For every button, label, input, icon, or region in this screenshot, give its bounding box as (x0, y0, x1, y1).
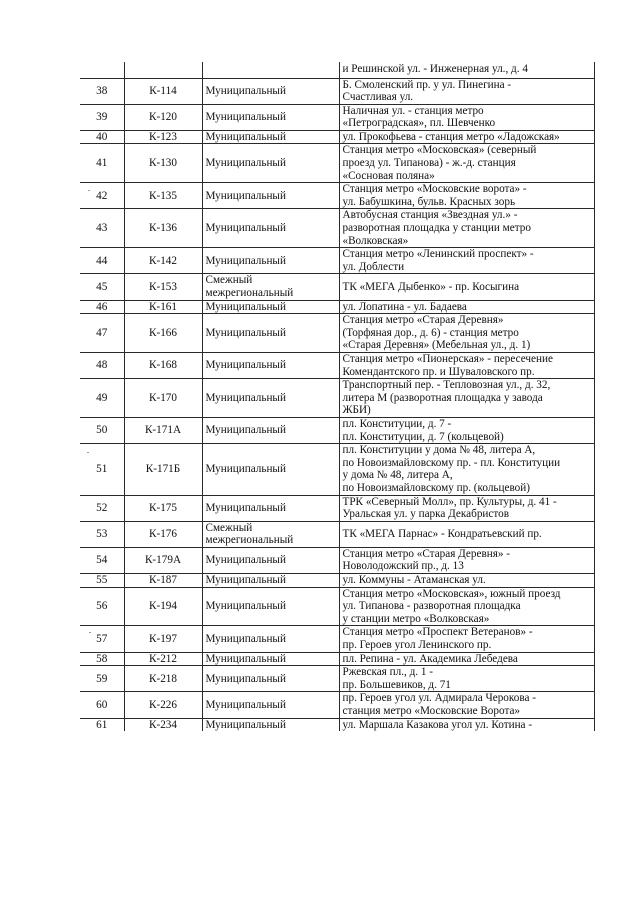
route-type-text: Муниципальный (205, 574, 286, 587)
route-code-cell (124, 78, 202, 104)
route-code-cell (124, 652, 202, 666)
route-type-text: Муниципальный (205, 554, 286, 567)
route-type-cell (202, 587, 339, 626)
route-code-cell (124, 444, 202, 495)
route-type-cell (202, 248, 339, 274)
route-path-cell (339, 352, 594, 378)
route-type-text: Муниципальный (205, 600, 286, 613)
table-row (80, 352, 594, 378)
table-row (80, 444, 594, 495)
row-number-cell (80, 130, 124, 144)
route-path-text: ТК «МЕГА Дыбенко» - пр. Косыгина (342, 280, 520, 293)
table-row (80, 130, 594, 144)
route-type-text: Муниципальный (205, 222, 286, 235)
route-type-text: Муниципальный (205, 652, 286, 665)
table-row (80, 144, 594, 183)
route-code-text: К-171А (144, 424, 182, 437)
route-path-text: Станция метро «Пионерская» - пересечение Комендантского пр. и Шуваловского пр. (342, 352, 553, 378)
route-path-text: Б. Смоленский пр. у ул. Пинегина - Счастливая ул. (342, 78, 512, 104)
route-code-cell (124, 144, 202, 183)
route-path-cell (339, 626, 594, 652)
route-path-cell (339, 574, 594, 588)
route-code-text: К-187 (149, 574, 177, 587)
route-path-text: Станция метро «Старая Деревня» - Новолодожский пр., д. 13 (342, 547, 510, 573)
row-number-text: 61 (96, 718, 108, 731)
row-number-cell (80, 692, 124, 718)
row-number-text: 43 (96, 222, 108, 235)
row-number-cell (80, 352, 124, 378)
route-path-cell (339, 666, 594, 692)
route-path-text: Ржевская пл., д. 1 - пр. Большевиков, д. 71 (342, 666, 451, 691)
route-type-cell (202, 209, 339, 248)
route-path-text: ул. Лопатина - ул. Бадаева (342, 300, 467, 313)
route-path-text: Транспортный пер. - Тепловозная ул., д. 32, литера М (разворотная площадка у завода ЖБИ) (342, 379, 551, 417)
table-row (80, 692, 594, 718)
row-number-text: 40 (96, 130, 108, 143)
route-code-text: К-226 (149, 698, 177, 711)
row-number-text: 56 (96, 600, 108, 613)
route-code-cell (124, 587, 202, 626)
route-path-cell (339, 314, 594, 353)
scan-artifact (87, 452, 89, 453)
routes-table (80, 62, 595, 731)
route-path-text: ул. Маршала Казакова угол ул. Котина - (342, 718, 533, 731)
route-code-cell (124, 495, 202, 521)
route-type-text: Муниципальный (205, 110, 286, 123)
route-code-text: К-170 (149, 391, 177, 404)
route-code-text: К-218 (149, 672, 177, 685)
row-number-text: 51 (96, 463, 108, 476)
row-number-text: 57 (96, 632, 108, 645)
table-row (80, 587, 594, 626)
route-code-text: К-142 (149, 254, 177, 267)
route-type-text: Муниципальный (205, 698, 286, 711)
route-path-cell (339, 692, 594, 718)
row-number-text: 55 (96, 574, 108, 587)
table-row (80, 626, 594, 652)
row-number-cell (80, 78, 124, 104)
route-type-text: Смежный межрегиональный (205, 521, 294, 547)
row-number-text: 39 (96, 110, 108, 123)
table-row (80, 209, 594, 248)
row-number-text: 38 (96, 84, 108, 97)
row-number-cell (80, 652, 124, 666)
route-path-text: ул. Коммуны - Атаманская ул. (342, 574, 486, 587)
row-number-cell (80, 574, 124, 588)
row-number-text: 48 (96, 359, 108, 372)
route-type-cell (202, 144, 339, 183)
row-number-text: 42 (96, 189, 108, 202)
row-number-text: 54 (96, 554, 108, 567)
route-code-text: К-161 (149, 300, 177, 313)
route-type-text: Муниципальный (205, 326, 286, 339)
row-number-text: 60 (96, 698, 108, 711)
route-type-cell (202, 314, 339, 353)
route-path-cell (339, 652, 594, 666)
row-number-cell (80, 274, 124, 300)
route-code-cell (124, 130, 202, 144)
route-path-text: Станция метро «Московские ворота» - ул. Бабушкина, бульв. Красных зорь (342, 183, 527, 208)
route-code-cell (124, 62, 202, 78)
route-code-cell (124, 718, 202, 731)
route-path-cell (339, 144, 594, 183)
route-path-cell (339, 521, 594, 547)
table-row (80, 495, 594, 521)
route-type-cell (202, 300, 339, 314)
row-number-text: 46 (96, 300, 108, 313)
route-code-cell (124, 666, 202, 692)
row-number-cell (80, 248, 124, 274)
table-row (80, 300, 594, 314)
row-number-text: 53 (96, 527, 108, 540)
row-number-text: 50 (96, 424, 108, 437)
table-row (80, 104, 594, 130)
route-type-text: Муниципальный (205, 157, 286, 170)
route-code-text: К-168 (149, 359, 177, 372)
route-path-cell (339, 130, 594, 144)
route-type-text: Муниципальный (205, 300, 286, 313)
route-code-cell (124, 352, 202, 378)
route-type-text: Муниципальный (205, 632, 286, 645)
row-number-cell (80, 62, 124, 78)
route-type-text: Муниципальный (205, 501, 286, 514)
table-row (80, 574, 594, 588)
row-number-cell (80, 587, 124, 626)
route-type-cell (202, 379, 339, 418)
route-type-text: Муниципальный (205, 189, 286, 202)
row-number-cell (80, 104, 124, 130)
table-row (80, 417, 594, 443)
route-type-cell (202, 574, 339, 588)
route-path-text: Станция метро «Ленинский проспект» - ул. Доблести (342, 248, 534, 273)
row-number-cell (80, 666, 124, 692)
route-type-cell (202, 666, 339, 692)
row-number-cell (80, 626, 124, 652)
route-path-text: Станция метро «Московская» (северный проезд ул. Типанова) - ж.-д. станция «Сосновая поляна» (342, 144, 537, 182)
routes-table-body (80, 62, 594, 731)
route-type-text: Смежный межрегиональный (205, 274, 294, 299)
row-number-cell (80, 718, 124, 731)
table-row (80, 183, 594, 209)
route-type-cell (202, 444, 339, 495)
route-code-cell (124, 209, 202, 248)
route-path-cell (339, 183, 594, 209)
route-type-cell (202, 62, 339, 78)
route-code-text: К-166 (149, 326, 177, 339)
route-path-text: Станция метро «Московская», южный проезд ул. Типанова - разворотная площадка у станции метро «Волковская» (342, 587, 561, 625)
route-type-text: Муниципальный (205, 359, 286, 372)
route-path-text: Наличная ул. - станция метро «Петроградская», пл. Шевченко (342, 104, 496, 130)
route-type-cell (202, 417, 339, 443)
route-type-text: Муниципальный (205, 254, 286, 267)
table-row (80, 718, 594, 731)
route-type-text: Муниципальный (205, 424, 286, 437)
route-type-cell (202, 547, 339, 573)
row-number-cell (80, 521, 124, 547)
table-row (80, 521, 594, 547)
table-row (80, 666, 594, 692)
table-row (80, 248, 594, 274)
route-path-text: Автобусная станция «Звездная ул.» - разворотная площадка у станции метро «Волковская» (342, 209, 531, 247)
route-path-cell (339, 444, 594, 495)
row-number-cell (80, 417, 124, 443)
route-code-cell (124, 104, 202, 130)
route-path-cell: и Решинской ул. - Инженерная ул., д. 4 (339, 62, 594, 78)
row-number-text: 45 (96, 280, 108, 293)
route-type-text: Муниципальный (205, 130, 286, 143)
route-path-text: ТРК «Северный Молл», пр. Культуры, д. 41 - Уральская ул. у парка Декабристов (342, 495, 557, 521)
table-row (80, 652, 594, 666)
route-code-cell (124, 692, 202, 718)
route-code-text: К-120 (149, 110, 177, 123)
route-code-cell (124, 183, 202, 209)
route-path-cell (339, 417, 594, 443)
route-type-cell (202, 692, 339, 718)
route-path-cell (339, 209, 594, 248)
route-code-cell (124, 314, 202, 353)
route-code-text: К-135 (149, 189, 177, 202)
row-number-text: 47 (96, 326, 108, 339)
route-code-text: К-130 (149, 157, 177, 170)
route-path-cell (339, 300, 594, 314)
route-path-text: ул. Прокофьева - станция метро «Ладожская» (342, 130, 560, 143)
route-code-text: К-176 (149, 527, 177, 540)
route-path-text: пл. Конституции у дома № 48, литера А, по Новоизмайловскому пр. - пл. Конституции у дома № 48, литера А, по Новоизмайловскому пр. (кольцевой) (342, 444, 561, 494)
route-path-text: пр. Героев угол ул. Адмирала Черокова - станция метро «Московские Ворота» (342, 692, 536, 717)
table-row (80, 274, 594, 300)
route-type-cell (202, 274, 339, 300)
row-number-cell (80, 209, 124, 248)
route-code-text: К-194 (149, 600, 177, 613)
row-number-text: 49 (96, 391, 108, 404)
route-path-text: пл. Конституции, д. 7 - пл. Конституции, д. 7 (кольцевой) (342, 417, 504, 443)
route-path-cell (339, 718, 594, 731)
route-code-cell (124, 274, 202, 300)
route-path-cell (339, 379, 594, 418)
scan-artifact (88, 190, 90, 191)
route-code-text: К-197 (149, 632, 177, 645)
table-row (80, 78, 594, 104)
route-code-cell (124, 521, 202, 547)
table-row (80, 379, 594, 418)
route-path-cell (339, 274, 594, 300)
route-code-cell (124, 379, 202, 418)
route-path-cell (339, 104, 594, 130)
route-type-text: Муниципальный (205, 672, 286, 685)
row-number-cell (80, 547, 124, 573)
row-number-text: 59 (96, 672, 108, 685)
row-number-cell (80, 314, 124, 353)
route-type-cell (202, 183, 339, 209)
route-path-text: Станция метро «Старая Деревня» (Торфяная дор., д. 6) - станция метро «Старая Деревня» (Мебельная ул., д. 1) (342, 314, 531, 352)
route-code-cell (124, 626, 202, 652)
table-row (80, 314, 594, 353)
route-type-cell (202, 352, 339, 378)
route-type-cell (202, 130, 339, 144)
row-number-text: 41 (96, 157, 108, 170)
row-number-text: 58 (96, 652, 108, 665)
route-code-cell (124, 547, 202, 573)
route-path-cell (339, 587, 594, 626)
row-number-cell (80, 183, 124, 209)
route-code-text: К-171Б (145, 463, 181, 476)
route-code-cell (124, 417, 202, 443)
route-code-text: К-212 (149, 652, 177, 665)
row-number-cell (80, 379, 124, 418)
route-type-cell (202, 718, 339, 731)
route-type-cell (202, 521, 339, 547)
route-code-text: К-179А (144, 554, 182, 567)
route-type-text: Муниципальный (205, 84, 286, 97)
route-code-text: К-114 (149, 84, 177, 97)
route-type-cell (202, 495, 339, 521)
route-path-text: ТК «МЕГА Парнас» - Кондратьевский пр. (342, 527, 542, 540)
route-type-text: Муниципальный (205, 718, 286, 731)
row-number-cell (80, 300, 124, 314)
route-type-text: Муниципальный (205, 463, 286, 476)
table-row (80, 547, 594, 573)
route-code-text: К-175 (149, 501, 177, 514)
scan-artifact (89, 632, 91, 633)
route-code-cell (124, 574, 202, 588)
route-path-cell (339, 78, 594, 104)
row-number-cell (80, 144, 124, 183)
row-number-text: 44 (96, 254, 108, 267)
route-path-cell (339, 547, 594, 573)
route-code-text: К-153 (149, 280, 177, 293)
route-code-text: К-123 (149, 130, 177, 143)
route-code-text: К-234 (149, 718, 177, 731)
route-path-text: пл. Репина - ул. Академика Лебедева (342, 652, 518, 665)
route-type-cell (202, 78, 339, 104)
route-code-text: К-136 (149, 222, 177, 235)
route-path-cell (339, 495, 594, 521)
route-type-cell (202, 104, 339, 130)
route-path-text: Станция метро «Проспект Ветеранов» - пр. Героев угол Ленинского пр. (342, 626, 533, 652)
row-number-cell (80, 495, 124, 521)
route-code-cell (124, 248, 202, 274)
table-row-continuation (80, 62, 594, 78)
route-type-cell (202, 626, 339, 652)
row-number-text: 52 (96, 501, 108, 514)
route-type-text: Муниципальный (205, 391, 286, 404)
route-type-cell (202, 652, 339, 666)
route-path-cell (339, 248, 594, 274)
route-code-cell (124, 300, 202, 314)
